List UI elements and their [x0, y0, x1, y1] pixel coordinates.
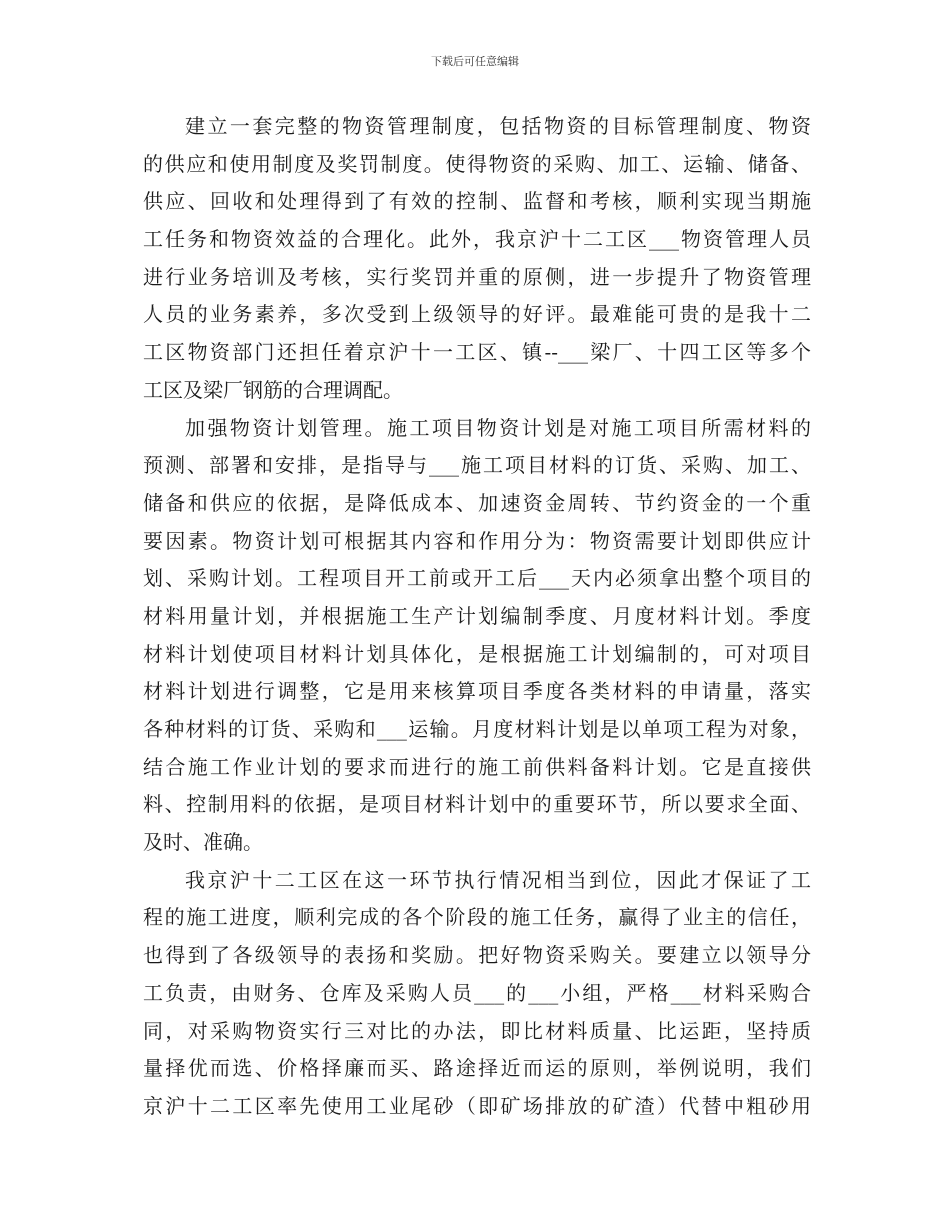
- paragraph-line: 加强物资计划管理。施工项目物资计划是对施工项目所需材料的: [185, 415, 811, 440]
- paragraph-line: 量择优而选、价格择廉而买、路途择近而运的原则，举例说明，我们: [143, 1056, 811, 1081]
- paragraph-line: 料、控制用料的依据，是项目材料计划中的重要环节，所以要求全面、: [143, 792, 811, 817]
- paragraph-line: 工区物资部门还担任着京沪十一工区、镇--___梁厂、十四工区等多个: [143, 340, 811, 365]
- paragraph-line: 工任务和物资效益的合理化。此外，我京沪十二工区___物资管理人员: [143, 227, 811, 252]
- paragraph-line: 程的施工进度，顺利完成的各个阶段的施工任务，赢得了业主的信任，: [143, 905, 811, 930]
- paragraph-line: 人员的业务素养，多次受到上级领导的好评。最难能可贵的是我十二: [143, 302, 811, 327]
- paragraph-line: 各种材料的订货、采购和___运输。月度材料计划是以单项工程为对象，: [143, 717, 811, 741]
- paragraph-line: 材料用量计划，并根据施工生产计划编制季度、月度材料计划。季度: [143, 603, 811, 628]
- paragraph-line: 及时、准确。: [143, 830, 263, 855]
- paragraph-line: 进行业务培训及考核，实行奖罚并重的原侧，进一步提升了物资管理: [143, 264, 811, 289]
- paragraph-line: 储备和供应的依据，是降低成本、加速资金周转、节约资金的一个重: [143, 490, 811, 515]
- paragraph-line: 同，对采购物资实行三对比的办法，即比材料质量、比运距，坚持质: [143, 1018, 811, 1043]
- paragraph-line: 结合施工作业计划的要求而进行的施工前供料备料计划。它是直接供: [143, 754, 811, 779]
- paragraph-material-management-system: [143, 108, 811, 410]
- paragraph-line: 预测、部署和安排，是指导与___施工项目材料的订货、采购、加工、: [143, 453, 811, 478]
- paragraph-line: 工区及梁厂钢筋的合理调配。: [143, 377, 403, 402]
- paragraph-line: 要因素。物资计划可根据其内容和作用分为：物资需要计划即供应计: [143, 528, 811, 553]
- paragraph-procurement: [143, 862, 811, 1126]
- paragraph-line: 京沪十二工区率先使用工业尾砂（即矿场排放的矿渣）代替中粗砂用: [143, 1093, 811, 1118]
- paragraph-line: 材料计划使项目材料计划具体化，是根据施工计划编制的，可对项目: [143, 641, 811, 666]
- paragraph-line: 的供应和使用制度及奖罚制度。使得物资的采购、加工、运输、储备、: [143, 151, 811, 176]
- document-body: [143, 108, 811, 1126]
- paragraph-line: 划、采购计划。工程项目开工前或开工后___天内必须拿出整个项目的: [143, 566, 811, 591]
- paragraph-line: 建立一套完整的物资管理制度，包括物资的目标管理制度、物资: [185, 114, 811, 138]
- paragraph-line: 工负责，由财务、仓库及采购人员___的___小组，严格___材料采购合: [143, 980, 811, 1005]
- paragraph-material-planning: [143, 410, 811, 862]
- paragraph-line: 我京沪十二工区在这一环节执行情况相当到位，因此才保证了工: [185, 867, 811, 892]
- paragraph-line: 供应、回收和处理得到了有效的控制、监督和考核，顺利实现当期施: [143, 189, 811, 214]
- paragraph-line: 材料计划进行调整，它是用来核算项目季度各类材料的申请量，落实: [143, 679, 811, 704]
- paragraph-line: 也得到了各级领导的表扬和奖励。把好物资采购关。要建立以领导分: [143, 943, 811, 968]
- page-header: 下载后可任意编辑: [431, 55, 519, 68]
